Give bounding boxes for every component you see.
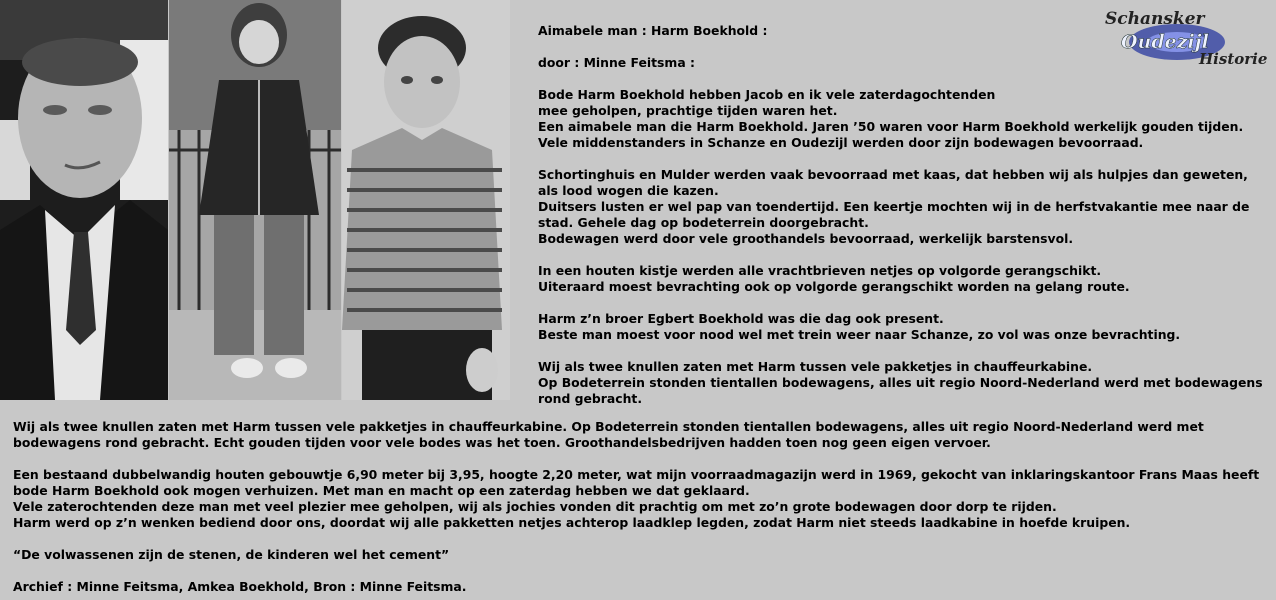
text-line: Wij als twee knullen zaten met Harm tussen vele pakketjes in chauffeurkabine. Op Bodeterrein stonden tientallen bodewagens, alles uit regio Noord-Nederland werd met	[13, 419, 1204, 434]
article-bottom-column	[13, 419, 1268, 595]
text-line: Beste man moest voor nood wel met trein weer naar Schanze, zo vol was onze bevrachting.	[538, 327, 1181, 342]
photo-harm-boekhold	[0, 0, 168, 400]
text-line: bodewagens rond gebracht. Echt gouden tijden voor vele bodes was het toen. Groothandelsbedrijven hadden toen nog geen eigen vervoer.	[13, 435, 991, 450]
logo-word-schansker: Schansker	[1105, 9, 1205, 29]
closing-quote: “De volwassenen zijn de stenen, de kinderen wel het cement”	[13, 547, 450, 562]
logo-word-historie: Historie	[1199, 50, 1268, 68]
paragraph-top-1	[538, 87, 1268, 151]
paragraph-bottom-1	[13, 419, 1268, 451]
text-line: als lood wogen die kazen.	[538, 183, 719, 198]
text-line: rond gebracht.	[538, 391, 643, 406]
logo-word-oudezijl: Oudezijl	[1121, 31, 1209, 53]
article-title: Aimabele man : Harm Boekhold :	[538, 23, 768, 38]
text-line: Bodewagen werd door vele groothandels bevoorraad, werkelijk barstensvol.	[538, 231, 1074, 246]
article-author: door : Minne Feitsma :	[538, 55, 695, 70]
paragraph-top-3	[538, 263, 1268, 295]
article-top-column	[538, 23, 1268, 407]
text-line: mee geholpen, prachtige tijden waren het.	[538, 103, 838, 118]
text-line: Uiteraard moest bevrachting ook op volgorde gerangschikt worden na gelang route.	[538, 279, 1130, 294]
photo-boy-striped	[342, 0, 510, 400]
text-line: Op Bodeterrein stonden tientallen bodewagens, alles uit regio Noord-Nederland werd met bodewagens	[538, 375, 1263, 390]
text-line: Vele zaterochtenden deze man met veel plezier mee geholpen, wij als jochies vonden dit prachtig om met zo’n grote bodewagen door dorp te rijden.	[13, 499, 1057, 514]
text-line: Harm z’n broer Egbert Boekhold was die dag ook present.	[538, 311, 944, 326]
paragraph-top-4	[538, 311, 1268, 343]
paragraph-bottom-2	[13, 467, 1268, 531]
text-line: In een houten kistje werden alle vrachtbrieven netjes op volgorde gerangschikt.	[538, 263, 1102, 278]
text-line: Wij als twee knullen zaten met Harm tussen vele pakketjes in chauffeurkabine.	[538, 359, 1093, 374]
photo-child-fence	[169, 0, 341, 400]
text-line: Bode Harm Boekhold hebben Jacob en ik vele zaterdagochtenden	[538, 87, 996, 102]
paragraph-top-2	[538, 167, 1268, 247]
text-line: stad. Gehele dag op bodeterrein doorgebracht.	[538, 215, 869, 230]
text-line: bode Harm Boekhold ook mogen verhuizen. Met man en macht op een zaterdag hebben we dat geklaard.	[13, 483, 750, 498]
archive-credit: Archief : Minne Feitsma, Amkea Boekhold, Bron : Minne Feitsma.	[13, 579, 467, 594]
text-line: Harm werd op z’n wenken bediend door ons, doordat wij alle pakketten netjes achterop laadklep legden, zodat Harm niet steeds laadkabine in hoefde kruipen.	[13, 515, 1131, 530]
paragraph-top-5	[538, 359, 1268, 407]
text-line: Duitsers lusten er wel pap van toendertijd. Een keertje mochten wij in de herfstvakantie mee naar de	[538, 199, 1250, 214]
text-line: Vele middenstanders in Schanze en Oudezijl werden door zijn bodewagen bevoorraad.	[538, 135, 1144, 150]
text-line: Een bestaand dubbelwandig houten gebouwtje 6,90 meter bij 3,95, hoogte 2,20 meter, wat mijn voorraadmagazijn werd in 1969, gekocht van inklaringskantoor Frans Maas heeft	[13, 467, 1260, 482]
text-line: Schortinghuis en Mulder werden vaak bevoorraad met kaas, dat hebben wij als hulpjes dan geweten,	[538, 167, 1248, 182]
text-line: Een aimabele man die Harm Boekhold. Jaren ’50 waren voor Harm Boekhold werkelijk gouden tijden.	[538, 119, 1244, 134]
